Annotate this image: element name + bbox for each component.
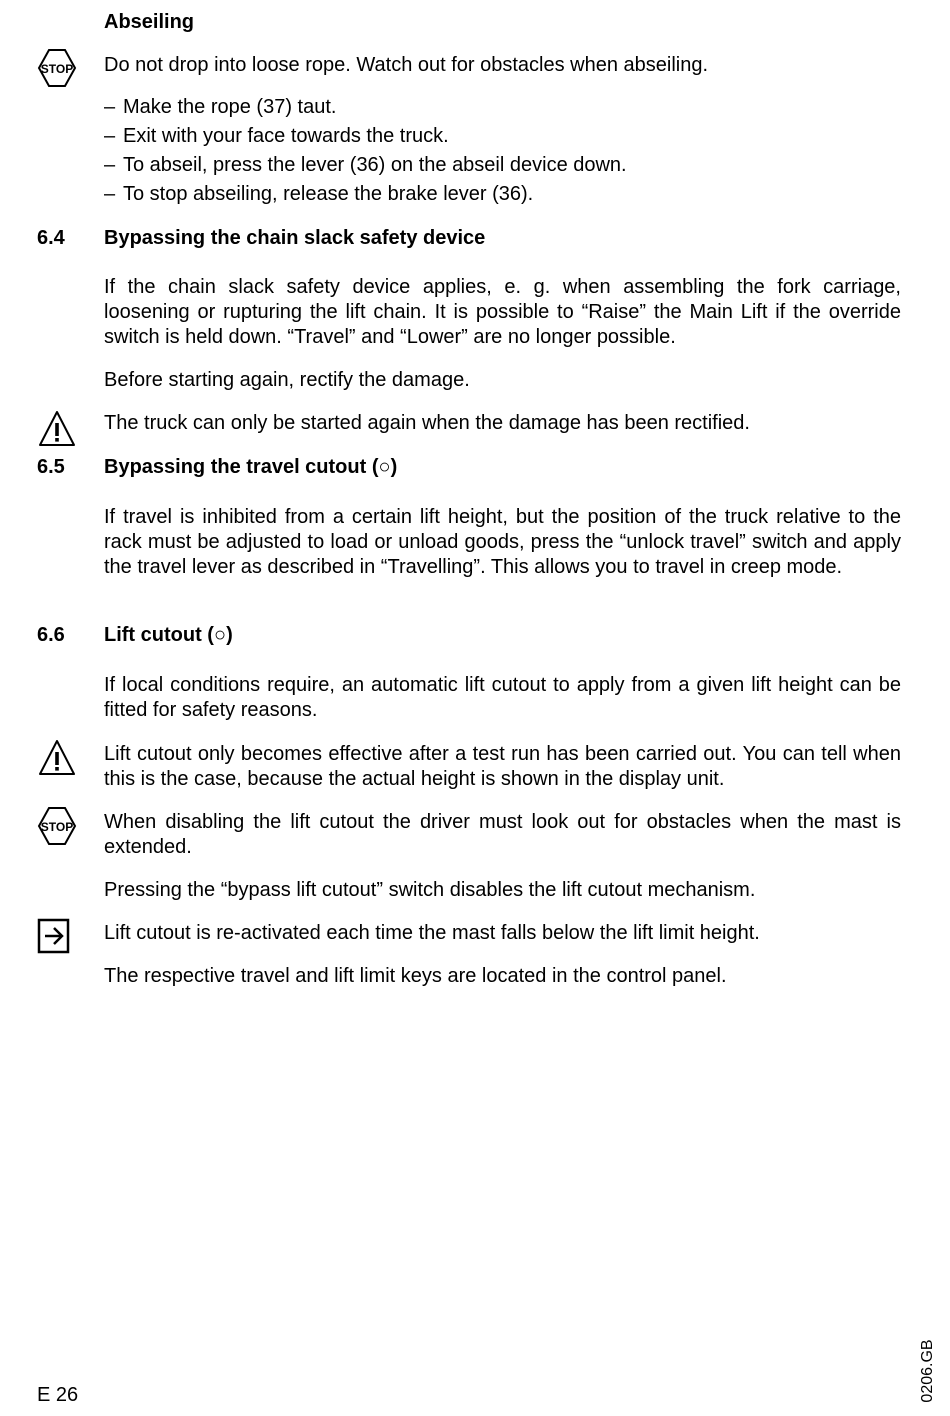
arrow-note-icon (37, 918, 71, 954)
section-paragraph: The respective travel and lift limit keys are located in the control panel. (104, 965, 727, 987)
page-number: E 26 (37, 1384, 79, 1406)
svg-text:STOP: STOP (40, 820, 74, 834)
section-title: Lift cutout (○) (104, 624, 233, 646)
warning-text: Lift cutout only becomes effective after a test run has been carried out. You can tell when this is the case, because the actual height is shown in the display unit. (104, 743, 901, 790)
abseiling-step: – Make the rope (37) taut. (104, 96, 337, 118)
section-paragraph: If travel is inhibited from a certain lift height, but the position of the truck relative to the rack must be adjusted to load or unload goods, press the “unlock travel” switch and apply the travel lever as described in “Travelling”. This allows you to travel in creep mode. (104, 506, 901, 578)
svg-text:STOP: STOP (40, 62, 74, 76)
section-title: Bypassing the travel cutout (○) (104, 456, 398, 478)
section-paragraph: If the chain slack safety device applies, e. g. when assembling the fork carriage, loosening or rupturing the lift chain. It is possible to “Raise” the Main Lift if the override switch is held down. “Travel” and “Lower” are no longer possible. (104, 276, 901, 348)
section-title: Bypassing the chain slack safety device (104, 227, 486, 249)
abseiling-stop-text: Do not drop into loose rope. Watch out for obstacles when abseiling. (104, 54, 709, 76)
warning-text: The truck can only be started again when the damage has been rectified. (104, 412, 750, 434)
section-number: 6.5 (37, 456, 65, 478)
option-symbol: ○ (213, 624, 227, 646)
section-paragraph: If local conditions require, an automatic lift cutout to apply from a given lift height can be fitted for safety reasons. (104, 674, 901, 721)
abseiling-heading: Abseiling (104, 11, 195, 33)
stop-icon (37, 806, 77, 846)
stop-text: When disabling the lift cutout the driver must look out for obstacles when the mast is extended. (104, 811, 901, 858)
stop-icon (37, 48, 77, 88)
abseiling-step: – Exit with your face towards the truck. (104, 125, 449, 147)
option-symbol: ○ (378, 456, 391, 478)
warning-icon (37, 738, 77, 778)
section-number: 6.4 (37, 227, 65, 249)
abseiling-step: – To abseil, press the lever (36) on the abseil device down. (104, 154, 627, 176)
abseiling-step: – To stop abseiling, release the brake lever (36). (104, 183, 534, 205)
document-code: 0206.GB (919, 1339, 936, 1403)
section-paragraph: Pressing the “bypass lift cutout” switch disables the lift cutout mechanism. (104, 879, 756, 901)
section-paragraph: Before starting again, rectify the damage. (104, 369, 470, 391)
section-number: 6.6 (37, 624, 65, 646)
note-text: Lift cutout is re-activated each time the mast falls below the lift limit height. (104, 922, 760, 944)
warning-icon (37, 409, 77, 449)
